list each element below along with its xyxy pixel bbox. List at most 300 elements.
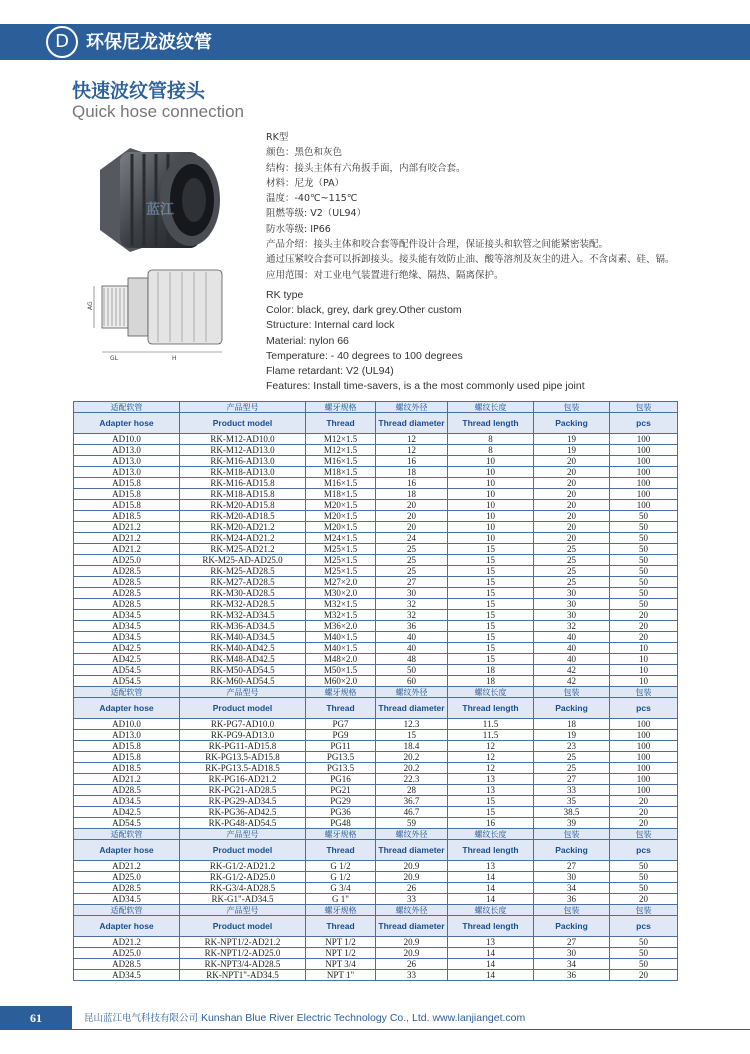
header-cell-cn: 螺纹外径 [376, 687, 448, 698]
table-cell: RK-M20-AD15.8 [180, 500, 306, 511]
header-cell-en: pcs [610, 413, 678, 434]
table-cell: 27 [376, 577, 448, 588]
table-cell: 20 [610, 970, 678, 981]
table-cell: RK-M12-AD10.0 [180, 434, 306, 445]
table-cell: 50 [610, 533, 678, 544]
spec-line-en: Material: nylon 66 [266, 334, 349, 347]
table-cell: RK-PG29-AD34.5 [180, 796, 306, 807]
table-cell: 8 [448, 445, 534, 456]
dim-gl-label: GL [110, 355, 118, 362]
table-cell: RK-M27-AD28.5 [180, 577, 306, 588]
product-photo [90, 130, 230, 260]
table-cell: M50×1.5 [306, 665, 376, 676]
table-cell: 50 [610, 883, 678, 894]
dimension-drawing [86, 266, 236, 362]
table-cell: PG7 [306, 719, 376, 730]
table-cell: 14 [448, 948, 534, 959]
table-cell: 30 [534, 948, 610, 959]
table-cell: 16 [376, 478, 448, 489]
table-row [74, 621, 678, 632]
header-cell-en: Packing [534, 413, 610, 434]
table-cell: AD15.8 [74, 752, 180, 763]
table-cell: RK-PG11-AD15.8 [180, 741, 306, 752]
table-cell: 20 [534, 489, 610, 500]
spec-line-cn: 应用范围：对工业电气装置进行绝缘、隔热、隔离保护。 [266, 269, 504, 281]
table-cell: 30 [534, 588, 610, 599]
table-row [74, 676, 678, 687]
table-cell: 19 [534, 730, 610, 741]
table-cell: 18.4 [376, 741, 448, 752]
table-cell: 16 [448, 818, 534, 829]
table-cell: AD25.0 [74, 872, 180, 883]
table-cell: G 1/2 [306, 861, 376, 872]
table-cell: 14 [448, 872, 534, 883]
header-cell-cn: 适配软管 [74, 402, 180, 413]
table-cell: RK-M50-AD54.5 [180, 665, 306, 676]
table-cell: 42 [534, 665, 610, 676]
table-cell: 50 [610, 511, 678, 522]
table-cell: AD18.5 [74, 511, 180, 522]
table-row [74, 599, 678, 610]
spec-line-cn: 材料：尼龙（PA） [266, 177, 345, 189]
table-cell: AD28.5 [74, 959, 180, 970]
table-cell: 10 [448, 456, 534, 467]
table-cell: 12 [448, 763, 534, 774]
top-banner [0, 24, 750, 60]
header-cell-en: Thread [306, 413, 376, 434]
table-cell: 12.3 [376, 719, 448, 730]
spec-line-en: Flame retardant: V2 (UL94) [266, 365, 394, 378]
table-row [74, 872, 678, 883]
table-row [74, 741, 678, 752]
table-cell: 20 [610, 632, 678, 643]
table-cell: 20 [610, 807, 678, 818]
table-cell: 15 [448, 555, 534, 566]
table-cell: M18×1.5 [306, 467, 376, 478]
table-cell: RK-M20-AD21.2 [180, 522, 306, 533]
table-row [74, 511, 678, 522]
table-cell: M25×1.5 [306, 555, 376, 566]
table-cell: 30 [534, 599, 610, 610]
header-cell-cn: 包装 [610, 905, 678, 916]
dim-ag-label: AG [87, 301, 94, 310]
table-cell: 20.2 [376, 763, 448, 774]
table-cell: RK-M16-AD15.8 [180, 478, 306, 489]
table-row [74, 719, 678, 730]
table-cell: 20 [610, 894, 678, 905]
table-row [74, 752, 678, 763]
table-cell: 19 [534, 445, 610, 456]
table-cell: RK-M25-AD28.5 [180, 566, 306, 577]
table-cell: AD13.0 [74, 445, 180, 456]
table-cell: 50 [610, 588, 678, 599]
table-cell: 100 [610, 456, 678, 467]
table-cell: NPT 1" [306, 970, 376, 981]
table-cell: AD54.5 [74, 818, 180, 829]
table-cell: AD34.5 [74, 970, 180, 981]
table-cell: 100 [610, 763, 678, 774]
table-cell: AD34.5 [74, 610, 180, 621]
header-cell-en: Thread diameter [376, 698, 448, 719]
table-cell: 100 [610, 478, 678, 489]
footer-company [84, 1006, 525, 1031]
header-cell-cn: 适配软管 [74, 905, 180, 916]
table-cell: 20 [534, 478, 610, 489]
table-row [74, 500, 678, 511]
table-cell: 100 [610, 741, 678, 752]
header-cell-en: Thread [306, 840, 376, 861]
spec-line-cn: 通过压紧咬合套可以拆卸接头。接头能有效防止油、酸等溶剂及灰尘的进入。不含卤素、硅、镉。 [266, 254, 675, 266]
table-cell: M12×1.5 [306, 445, 376, 456]
table-cell: 19 [534, 434, 610, 445]
table-cell: 12 [448, 752, 534, 763]
table-cell: 10 [448, 533, 534, 544]
header-cell-cn: 产品型号 [180, 829, 306, 840]
table-cell: AD13.0 [74, 456, 180, 467]
header-cell-en: pcs [610, 840, 678, 861]
header-row-cn [74, 905, 678, 916]
table-cell: 10 [448, 467, 534, 478]
header-cell-cn: 适配软管 [74, 829, 180, 840]
table-cell: RK-NPT1/2-AD21.2 [180, 937, 306, 948]
table-cell: RK-PG21-AD28.5 [180, 785, 306, 796]
table-cell: NPT 3/4 [306, 959, 376, 970]
table-cell: AD21.2 [74, 522, 180, 533]
table-cell: RK-M32-AD28.5 [180, 599, 306, 610]
table-cell: AD34.5 [74, 796, 180, 807]
table-cell: 15 [448, 610, 534, 621]
table-row [74, 566, 678, 577]
table-cell: 25 [534, 544, 610, 555]
table-cell: 13 [448, 861, 534, 872]
table-cell: 20.9 [376, 937, 448, 948]
table-row [74, 632, 678, 643]
table-cell: 20 [534, 456, 610, 467]
table-cell: 32 [376, 599, 448, 610]
section-title-cn: 快速波纹管接头 [72, 81, 206, 102]
table-cell: G 3/4 [306, 883, 376, 894]
table-cell: 50 [610, 599, 678, 610]
table-cell: RK-G1/2-AD21.2 [180, 861, 306, 872]
table-cell: 20 [534, 500, 610, 511]
table-cell: M36×2.0 [306, 621, 376, 632]
spec-line-en: Temperature: - 40 degrees to 100 degrees [266, 349, 463, 362]
header-cell-cn: 螺牙规格 [306, 402, 376, 413]
header-cell-en: Thread diameter [376, 840, 448, 861]
table-cell: RK-G1/2-AD25.0 [180, 872, 306, 883]
table-row [74, 478, 678, 489]
table-row [74, 643, 678, 654]
table-cell: 100 [610, 730, 678, 741]
header-cell-en: Thread [306, 698, 376, 719]
table-cell: 10 [610, 654, 678, 665]
table-cell: RK-M16-AD13.0 [180, 456, 306, 467]
table-cell: AD54.5 [74, 676, 180, 687]
table-cell: PG16 [306, 774, 376, 785]
table-cell: RK-M18-AD13.0 [180, 467, 306, 478]
table-cell: 30 [376, 588, 448, 599]
table-cell: 26 [376, 959, 448, 970]
table-row [74, 883, 678, 894]
table-cell: M12×1.5 [306, 434, 376, 445]
table-row [74, 763, 678, 774]
table-cell: 18 [376, 467, 448, 478]
table-cell: M25×1.5 [306, 544, 376, 555]
table-cell: AD42.5 [74, 807, 180, 818]
table-cell: 100 [610, 774, 678, 785]
table-cell: PG9 [306, 730, 376, 741]
table-cell: PG29 [306, 796, 376, 807]
spec-line-cn: 产品介绍：接头主体和咬合套等配件设计合理，保证接头和软管之间能紧密装配。 [266, 239, 609, 251]
table-cell: 27 [534, 861, 610, 872]
header-cell-en: Adapter hose [74, 698, 180, 719]
table-row [74, 555, 678, 566]
table-cell: 32 [376, 610, 448, 621]
table-cell: RK-M40-AD42.5 [180, 643, 306, 654]
table-cell: M24×1.5 [306, 533, 376, 544]
header-row-cn [74, 829, 678, 840]
table-cell: 11.5 [448, 719, 534, 730]
header-cell-cn: 螺纹外径 [376, 905, 448, 916]
header-cell-en: Thread diameter [376, 916, 448, 937]
table-cell: 30 [534, 872, 610, 883]
table-cell: 25 [534, 752, 610, 763]
table-cell: 15 [448, 643, 534, 654]
table-cell: AD13.0 [74, 730, 180, 741]
table-row [74, 588, 678, 599]
table-cell: RK-M24-AD21.2 [180, 533, 306, 544]
header-cell-cn: 包装 [534, 829, 610, 840]
table-row [74, 730, 678, 741]
table-cell: M40×1.5 [306, 632, 376, 643]
spec-line-cn: 温度：-40℃~115℃ [266, 193, 358, 205]
table-row [74, 544, 678, 555]
spec-table [73, 401, 678, 981]
table-cell: 20.9 [376, 948, 448, 959]
header-cell-cn: 包装 [534, 905, 610, 916]
table-cell: 25 [376, 544, 448, 555]
header-cell-en: Adapter hose [74, 413, 180, 434]
table-cell: 100 [610, 785, 678, 796]
table-cell: 33 [376, 894, 448, 905]
table-cell: 8 [448, 434, 534, 445]
header-cell-en: pcs [610, 916, 678, 937]
table-cell: 10 [610, 676, 678, 687]
table-cell: 34 [534, 959, 610, 970]
table-cell: 59 [376, 818, 448, 829]
table-cell: 40 [376, 632, 448, 643]
table-cell: 42 [534, 676, 610, 687]
table-cell: AD28.5 [74, 588, 180, 599]
table-cell: 13 [448, 937, 534, 948]
table-cell: 50 [610, 555, 678, 566]
table-row [74, 445, 678, 456]
table-row [74, 774, 678, 785]
table-row [74, 785, 678, 796]
spec-line-cn: 颜色：黑色和灰色 [266, 147, 343, 159]
table-cell: M48×2.0 [306, 654, 376, 665]
header-cell-en: Thread length [448, 413, 534, 434]
spec-line-en: Structure: Internal card lock [266, 319, 395, 332]
header-cell-cn: 产品型号 [180, 402, 306, 413]
table-cell: 36.7 [376, 796, 448, 807]
table-cell: 40 [534, 654, 610, 665]
watermark-text: 蓝江 [146, 202, 174, 218]
table-cell: 20 [534, 467, 610, 478]
header-cell-en: pcs [610, 698, 678, 719]
table-cell: 20.9 [376, 872, 448, 883]
table-cell: AD25.0 [74, 555, 180, 566]
spec-line-cn: 结构：接头主体有六角扳手面，内部有咬合套。 [266, 162, 466, 174]
table-cell: 20 [610, 610, 678, 621]
table-cell: 50 [610, 861, 678, 872]
header-cell-en: Product model [180, 698, 306, 719]
table-cell: PG13.5 [306, 763, 376, 774]
table-cell: 10 [448, 478, 534, 489]
header-cell-en: Packing [534, 698, 610, 719]
table-cell: PG36 [306, 807, 376, 818]
table-cell: 15 [448, 544, 534, 555]
table-cell: M32×1.5 [306, 599, 376, 610]
table-cell: RK-NPT1/2-AD25.0 [180, 948, 306, 959]
table-row [74, 807, 678, 818]
table-cell: RK-M18-AD15.8 [180, 489, 306, 500]
table-cell: 39 [534, 818, 610, 829]
table-cell: AD25.0 [74, 948, 180, 959]
table-cell: 10 [448, 511, 534, 522]
table-cell: 18 [376, 489, 448, 500]
table-cell: AD21.2 [74, 544, 180, 555]
table-cell: 25 [534, 577, 610, 588]
table-cell: AD15.8 [74, 478, 180, 489]
table-cell: 15 [448, 796, 534, 807]
table-cell: 20 [534, 533, 610, 544]
company-name-cn: 昆山蓝江电气科技有限公司 [84, 1013, 199, 1024]
header-cell-en: Thread diameter [376, 413, 448, 434]
spec-line-en: Color: black, grey, dark grey.Other custom [266, 304, 462, 317]
table-cell: AD21.2 [74, 774, 180, 785]
table-cell: 25 [534, 566, 610, 577]
header-row-en [74, 840, 678, 861]
table-row [74, 610, 678, 621]
table-cell: AD28.5 [74, 785, 180, 796]
table-cell: 20 [610, 818, 678, 829]
table-cell: 10 [448, 522, 534, 533]
table-cell: M32×1.5 [306, 610, 376, 621]
table-cell: AD28.5 [74, 883, 180, 894]
table-cell: 40 [534, 632, 610, 643]
header-cell-cn: 包装 [534, 687, 610, 698]
table-cell: 18 [448, 676, 534, 687]
table-cell: 100 [610, 500, 678, 511]
table-cell: M16×1.5 [306, 456, 376, 467]
table-cell: 28 [376, 785, 448, 796]
header-cell-cn: 产品型号 [180, 905, 306, 916]
table-row [74, 456, 678, 467]
table-cell: 50 [610, 948, 678, 959]
table-cell: 25 [534, 555, 610, 566]
header-cell-en: Adapter hose [74, 840, 180, 861]
table-cell: 15 [376, 730, 448, 741]
table-cell: M60×2.0 [306, 676, 376, 687]
page-number: 61 [0, 1006, 72, 1030]
header-cell-cn: 螺纹长度 [448, 829, 534, 840]
table-cell: M18×1.5 [306, 489, 376, 500]
header-row-cn [74, 687, 678, 698]
section-title-en: Quick hose connection [72, 102, 244, 121]
table-cell: 100 [610, 467, 678, 478]
table-cell: RK-G1"-AD34.5 [180, 894, 306, 905]
table-cell: NPT 1/2 [306, 948, 376, 959]
header-cell-en: Packing [534, 916, 610, 937]
header-cell-cn: 包装 [610, 402, 678, 413]
table-cell: AD42.5 [74, 643, 180, 654]
table-cell: RK-PG7-AD10.0 [180, 719, 306, 730]
table-cell: 14 [448, 959, 534, 970]
table-cell: RK-M25-AD21.2 [180, 544, 306, 555]
table-cell: AD34.5 [74, 894, 180, 905]
spec-line-en: RK type [266, 289, 304, 301]
header-row-en [74, 413, 678, 434]
table-cell: 20 [534, 522, 610, 533]
table-cell: 15 [448, 566, 534, 577]
table-cell: RK-M30-AD28.5 [180, 588, 306, 599]
table-cell: AD28.5 [74, 577, 180, 588]
table-cell: AD15.8 [74, 489, 180, 500]
table-cell: 36 [534, 894, 610, 905]
table-cell: 20.2 [376, 752, 448, 763]
table-cell: RK-PG13.5-AD18.5 [180, 763, 306, 774]
table-cell: 23 [534, 741, 610, 752]
table-cell: 20 [376, 511, 448, 522]
table-cell: AD10.0 [74, 434, 180, 445]
header-cell-en: Product model [180, 840, 306, 861]
table-cell: 12 [448, 741, 534, 752]
table-cell: RK-M25-AD-AD25.0 [180, 555, 306, 566]
header-cell-cn: 螺牙规格 [306, 829, 376, 840]
table-cell: 15 [448, 599, 534, 610]
dim-h-label: H [172, 355, 177, 362]
table-cell: 34 [534, 883, 610, 894]
header-cell-cn: 螺纹长度 [448, 905, 534, 916]
table-cell: 15 [448, 654, 534, 665]
table-cell: RK-M32-AD34.5 [180, 610, 306, 621]
table-cell: AD15.8 [74, 500, 180, 511]
section-letter-badge: D [46, 26, 78, 58]
header-cell-cn: 螺牙规格 [306, 905, 376, 916]
table-cell: 100 [610, 445, 678, 456]
table-cell: 15 [448, 588, 534, 599]
table-row [74, 894, 678, 905]
table-cell: AD15.8 [74, 741, 180, 752]
table-row [74, 467, 678, 478]
header-cell-en: Thread length [448, 698, 534, 719]
table-row [74, 665, 678, 676]
table-cell: 14 [448, 894, 534, 905]
table-cell: 20 [376, 522, 448, 533]
table-cell: RK-M36-AD34.5 [180, 621, 306, 632]
table-cell: 36 [534, 970, 610, 981]
table-cell: RK-M12-AD13.0 [180, 445, 306, 456]
table-cell: 40 [376, 643, 448, 654]
table-cell: 20 [534, 511, 610, 522]
website-link[interactable]: www.lanjianget.com [432, 1012, 526, 1024]
table-cell: 36 [376, 621, 448, 632]
header-cell-cn: 适配软管 [74, 687, 180, 698]
table-cell: RK-PG9-AD13.0 [180, 730, 306, 741]
table-cell: RK-M40-AD34.5 [180, 632, 306, 643]
table-cell: 26 [376, 883, 448, 894]
